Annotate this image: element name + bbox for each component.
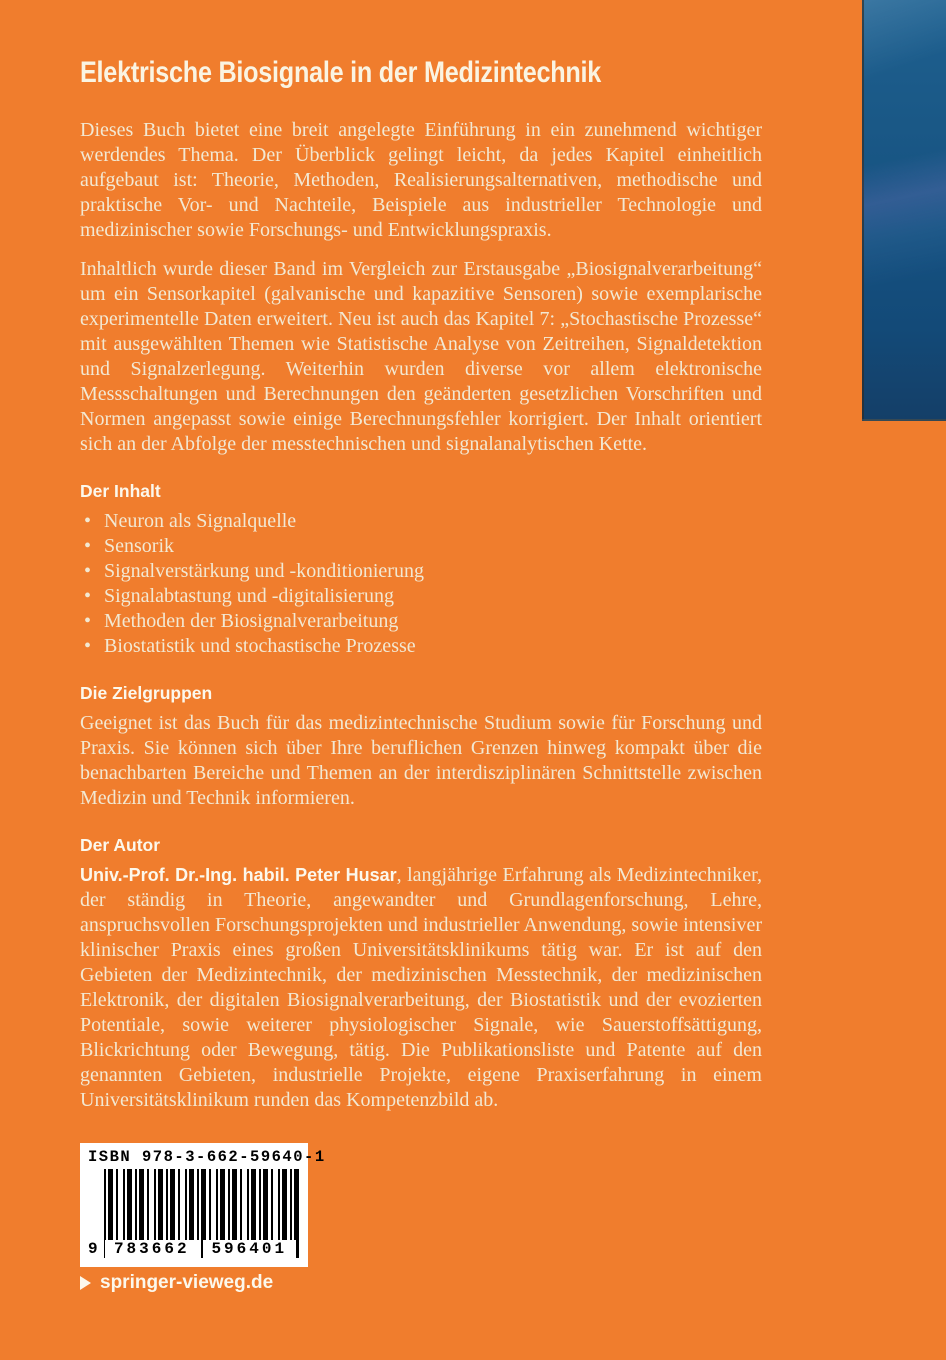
barcode-digit-group: 596401 bbox=[203, 1240, 297, 1258]
section-heading-autor: Der Autor bbox=[80, 835, 161, 855]
author-paragraph bbox=[80, 863, 762, 1113]
publisher-url: springer-vieweg.de bbox=[100, 1272, 274, 1293]
section-heading-zielgruppen: Die Zielgruppen bbox=[80, 683, 213, 703]
barcode-digit-group: 9 bbox=[88, 1240, 101, 1258]
publisher-line bbox=[80, 1272, 273, 1294]
back-cover-text-column bbox=[80, 0, 762, 1127]
author-bio-text: , langjährige Erfahrung als Medizintechniker, der ständig in Theorie, angewandter und Grundlagenforschung, Lehre, anspruchsvollen Forschungsprojekten und industrieller Anwendung, sowie intensiver klinischer Praxis eines großen Universitätsklinikums tätig war. Er ist auf den Gebieten der Medizintechnik, der medizinischen Messtechnik, der medizinischen Elektronik, der digitalen Biosignalverarbeitung, der Biostatistik und der evozierten Potentiale, sowie weiterer physiologischer Signale, wie Sauerstoffsättigung, Blickrichtung oder Bewegung, tätig. Die Publikationsliste und Patente auf den genannten Gebieten, industrielle Projekte, eigene Praxiserfahrung in einem Universitätsklinikum runden das Kompetenzbild ab. bbox=[80, 864, 762, 1111]
list-item: • Signalabtastung und -digitalisierung bbox=[80, 584, 762, 609]
list-item: • Neuron als Signalquelle bbox=[80, 509, 762, 534]
section-heading-inhalt: Der Inhalt bbox=[80, 481, 161, 501]
contents-list bbox=[80, 509, 762, 659]
list-item: • Biostatistik und stochastische Prozesse bbox=[80, 634, 762, 659]
barcode-digits bbox=[88, 1237, 300, 1258]
intro-paragraph-2: Inhaltlich wurde dieser Band im Vergleich zur Erstausgabe „Biosignalverarbeitung“ um ein Sensorkapitel (galvanische und kapazitive Sensoren) sowie exemplarische experimentelle Daten erweitert. Neu ist auch das Kapitel 7: „Stochastische Prozesse“ mit ausgewählten Themen wie Statistische Analyse von Zeitreihen, Signaldetektion und Signalzerlegung. Weiterhin wurden diverse vor allem elektronische Messschaltungen und Berechnungen den geänderten gesetzlichen Vorschriften und Normen angepasst sowie einige Berechnungsfehler korrigiert. Der Inhalt orientiert sich an der Abfolge der messtechnischen und signalanalytischen Kette. bbox=[80, 258, 762, 455]
cover-artwork-strip bbox=[862, 0, 946, 421]
list-item: • Sensorik bbox=[80, 534, 762, 559]
zielgruppen-paragraph: Geeignet ist das Buch für das medizintechnische Studium sowie für Forschung und Praxis. Sie können sich über Ihre beruflichen Grenzen hinweg kompakt über die benachbarten Bereiche und Themen an der interdisziplinären Schnittstelle zwischen Medizin und Technik informieren. bbox=[80, 712, 762, 809]
isbn-number: ISBN 978-3-662-59640-1 bbox=[88, 1148, 326, 1166]
book-title: Elektrische Biosignale in der Medizintechnik bbox=[80, 56, 602, 89]
barcode-digit-group: 783662 bbox=[105, 1240, 199, 1258]
list-item: • Signalverstärkung und -konditionierung bbox=[80, 559, 762, 584]
author-name: Univ.-Prof. Dr.-Ing. habil. Peter Husar bbox=[80, 865, 397, 885]
triangle-arrow-icon bbox=[80, 1276, 91, 1290]
barcode-bars bbox=[88, 1169, 300, 1258]
list-item: • Methoden der Biosignalverarbeitung bbox=[80, 609, 762, 634]
isbn-barcode bbox=[80, 1143, 326, 1267]
intro-paragraph-1: Dieses Buch bietet eine breit angelegte Einführung in ein zunehmend wichtiger werdendes Thema. Der Überblick gelingt leicht, da jedes Kapitel einheitlich aufgebaut ist: Theorie, Methoden, Realisierungsalternativen, methodische und praktische Vor- und Nachteile, Beispiele aus industrieller Technologie und medizinischer sowie Forschungs- und Entwicklungspraxis. bbox=[80, 119, 762, 241]
